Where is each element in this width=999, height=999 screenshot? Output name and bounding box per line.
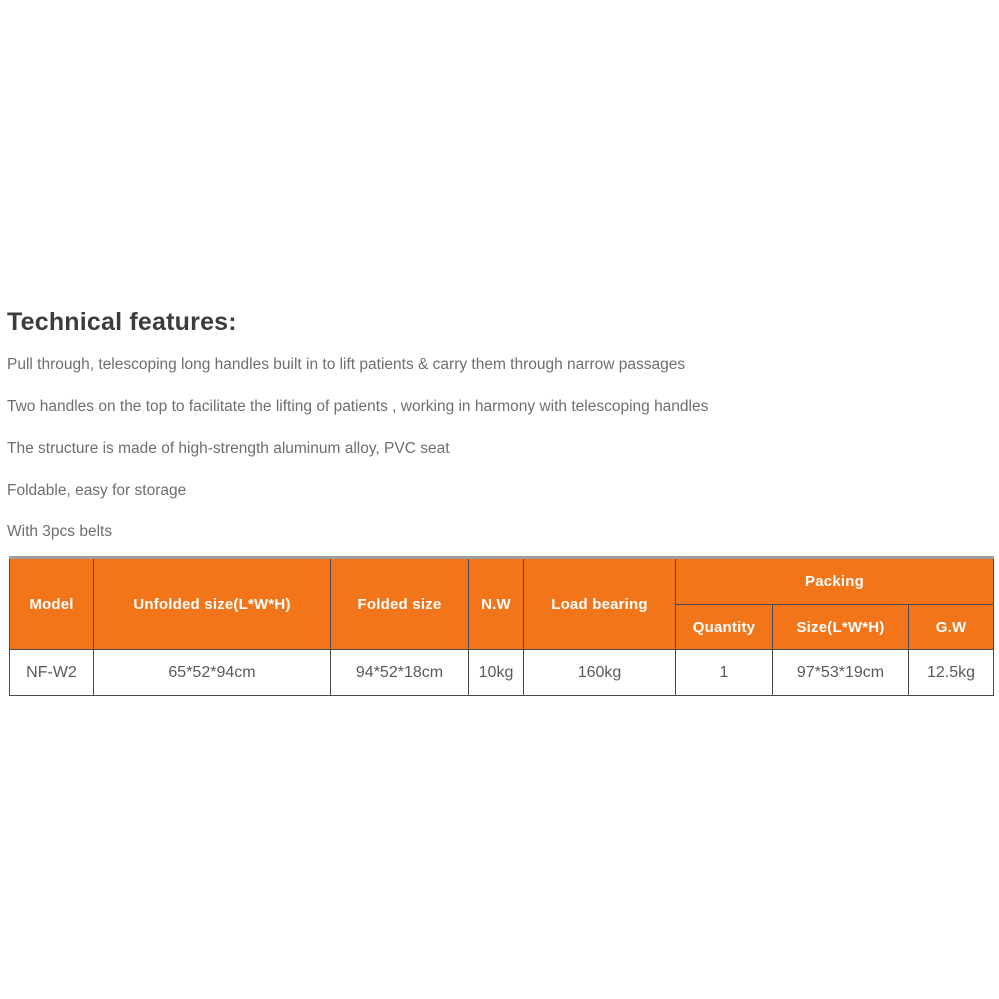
cell-load-bearing: 160kg bbox=[524, 650, 676, 696]
table-row bbox=[10, 650, 994, 696]
technical-features-heading: Technical features: bbox=[7, 308, 237, 336]
cell-folded-size: 94*52*18cm bbox=[331, 650, 469, 696]
feature-line-4: Foldable, easy for storage bbox=[7, 482, 187, 499]
col-header-folded-size: Folded size bbox=[331, 558, 469, 650]
col-header-packing: Packing bbox=[676, 558, 994, 605]
header-row-top bbox=[10, 558, 994, 605]
spec-table-container bbox=[9, 556, 994, 696]
cell-net-weight: 10kg bbox=[469, 650, 524, 696]
col-header-model: Model bbox=[10, 558, 94, 650]
col-header-unfolded-size: Unfolded size(L*W*H) bbox=[94, 558, 331, 650]
col-header-gross-weight: G.W bbox=[909, 605, 994, 650]
col-header-packing-quantity: Quantity bbox=[676, 605, 773, 650]
col-header-net-weight: N.W bbox=[469, 558, 524, 650]
feature-line-5: With 3pcs belts bbox=[7, 523, 113, 540]
spec-table bbox=[9, 556, 994, 696]
cell-unfolded-size: 65*52*94cm bbox=[94, 650, 331, 696]
feature-line-3: The structure is made of high-strength aluminum alloy, PVC seat bbox=[7, 440, 450, 457]
col-header-load-bearing: Load bearing bbox=[524, 558, 676, 650]
cell-gross-weight: 12.5kg bbox=[909, 650, 994, 696]
feature-line-1: Pull through, telescoping long handles built in to lift patients & carry them through narrow passages bbox=[7, 356, 686, 373]
feature-line-2: Two handles on the top to facilitate the lifting of patients , working in harmony with telescoping handles bbox=[7, 398, 709, 415]
cell-packing-size: 97*53*19cm bbox=[773, 650, 909, 696]
col-header-packing-size: Size(L*W*H) bbox=[773, 605, 909, 650]
cell-model: NF-W2 bbox=[10, 650, 94, 696]
cell-packing-quantity: 1 bbox=[676, 650, 773, 696]
